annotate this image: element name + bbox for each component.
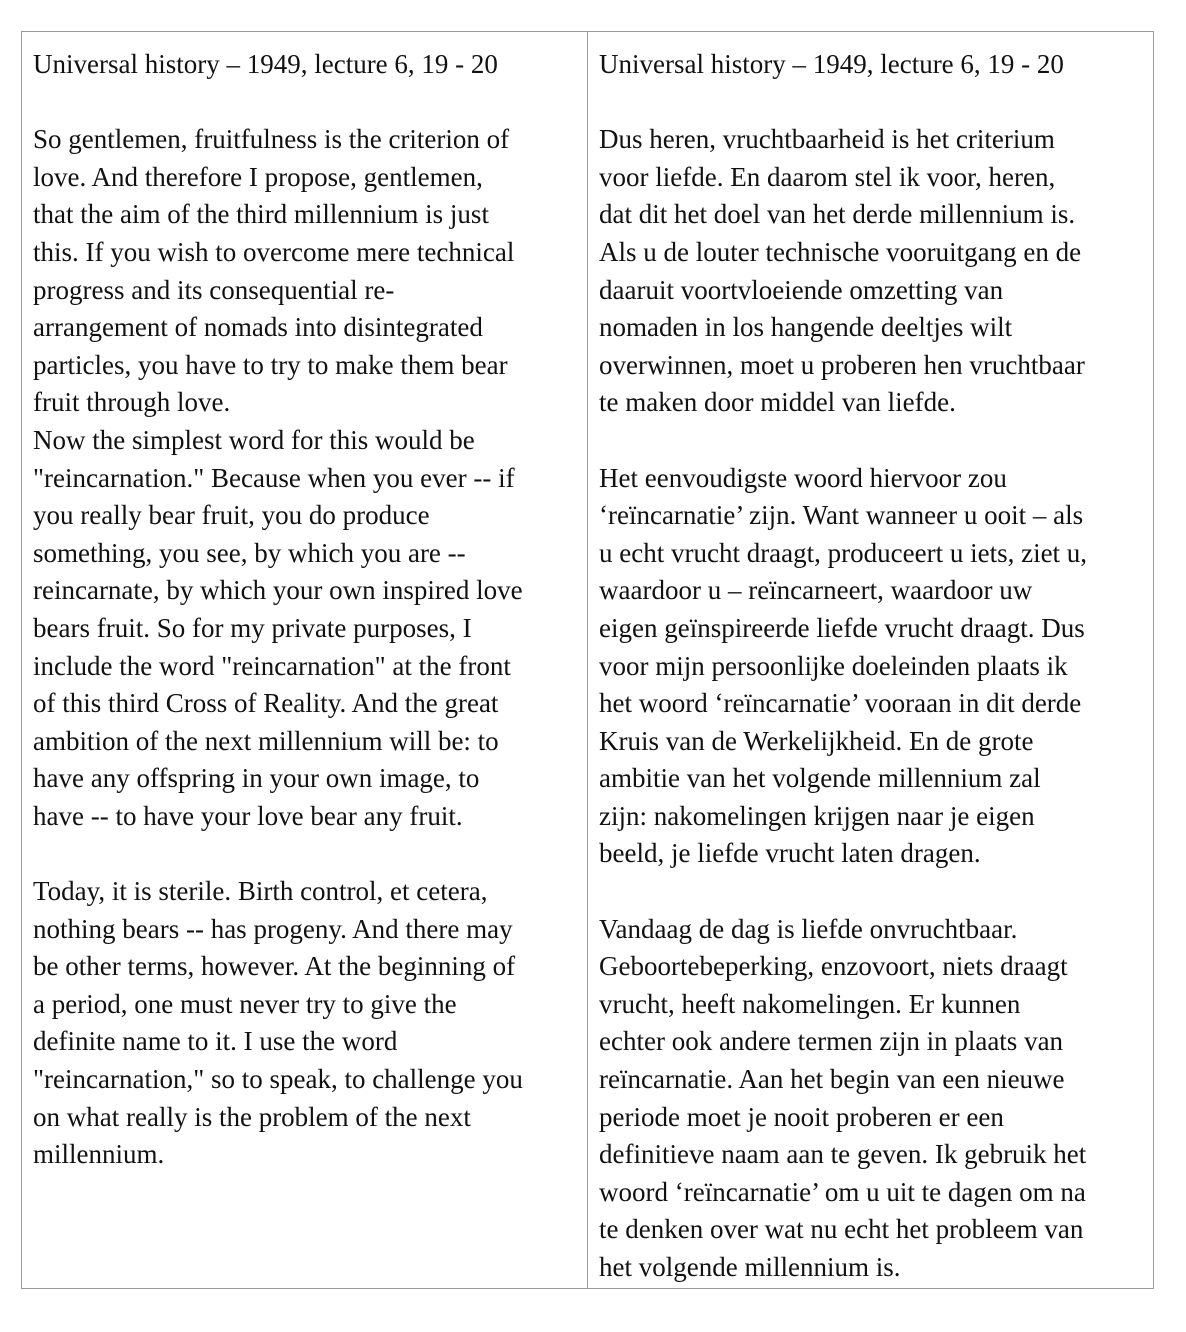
english-text-line: Today, it is sterile. Birth control, et cetera, (33, 876, 488, 907)
english-text-line: ambition of the next millennium will be: to (33, 725, 499, 756)
english-text-line: have any offspring in your own image, to (33, 763, 480, 794)
bilingual-text-table (21, 31, 1154, 1289)
dutch-heading: Universal history – 1949, lecture 6, 19 - 20 (599, 49, 1064, 79)
dutch-text-line: u echt vrucht draagt, produceert u iets, ziet u, (599, 537, 1088, 568)
english-text-line: particles, you have to try to make them bear (33, 349, 508, 380)
dutch-text-line: Geboortebeperking, enzovoort, niets draagt (599, 951, 1068, 982)
dutch-text-line: voor liefde. En daarom stel ik voor, heren, (599, 161, 1056, 192)
english-text-line: you really bear fruit, you do produce (33, 500, 430, 531)
english-text-line: Now the simplest word for this would be (33, 424, 475, 455)
english-text-line: love. And therefore I propose, gentlemen, (33, 161, 483, 192)
dutch-text-line: definitieve naam aan te geven. Ik gebruik het (599, 1139, 1087, 1170)
english-text-line: So gentlemen, fruitfulness is the criterion of (33, 124, 510, 155)
english-text-line (33, 835, 577, 873)
dutch-text-line: overwinnen, moet u proberen hen vruchtbaar (599, 349, 1085, 380)
dutch-text-line (599, 873, 1143, 911)
dutch-text-line: nomaden in los hangende deeltjes wilt (599, 312, 1013, 343)
english-text-line: something, you see, by which you are -- (33, 537, 466, 568)
english-text-line: definite name to it. I use the word (33, 1026, 398, 1057)
dutch-text-line: zijn: nakomelingen krijgen naar je eigen (599, 800, 1035, 831)
english-text-line: on what really is the problem of the next (33, 1101, 471, 1132)
dutch-text-line: waardoor u – reïncarneert, waardoor uw (599, 575, 1033, 606)
dutch-text-line: Het eenvoudigste woord hiervoor zou (599, 462, 1007, 493)
english-text-line: a period, one must never try to give the (33, 988, 457, 1019)
dutch-text-line: vrucht, heeft nakomelingen. Er kunnen (599, 988, 1021, 1019)
dutch-text-line: ‘reïncarnatie’ zijn. Want wanneer u ooit – als (599, 500, 1084, 531)
english-text-line: include the word "reincarnation" at the front (33, 650, 511, 681)
dutch-text-line (599, 84, 1143, 122)
english-body (33, 84, 577, 1174)
dutch-text-line (599, 422, 1143, 460)
english-text-line: progress and its consequential re- (33, 274, 395, 305)
english-text-line: bears fruit. So for my private purposes, I (33, 612, 472, 643)
dutch-text-line: Vandaag de dag is liefde onvruchtbaar. (599, 913, 1018, 944)
dutch-text-line: eigen geïnspireerde liefde vrucht draagt. Dus (599, 612, 1085, 643)
dutch-text-line: Dus heren, vruchtbaarheid is het criterium (599, 124, 1055, 155)
dutch-text-line: woord ‘reïncarnatie’ om u uit te dagen om na (599, 1176, 1086, 1207)
dutch-text-line: Als u de louter technische vooruitgang en de (599, 236, 1082, 267)
english-text-line: nothing bears -- has progeny. And there may (33, 913, 513, 944)
dutch-text-line: voor mijn persoonlijke doeleinden plaats ik (599, 650, 1068, 681)
english-text-line: of this third Cross of Reality. And the great (33, 688, 499, 719)
dutch-text-line: ambitie van het volgende millennium zal (599, 763, 1041, 794)
dutch-text-line: beeld, je liefde vrucht laten dragen. (599, 838, 981, 869)
english-text-line: be other terms, however. At the beginning of (33, 951, 516, 982)
dutch-text-line: reïncarnatie. Aan het begin van een nieuwe (599, 1064, 1065, 1095)
english-column (22, 32, 588, 1288)
english-text-line: this. If you wish to overcome mere technical (33, 236, 515, 267)
dutch-body (599, 84, 1143, 1287)
dutch-text-line: het volgende millennium is. (599, 1252, 901, 1282)
english-text-line: that the aim of the third millennium is just (33, 199, 489, 230)
dutch-text-line: te maken door middel van liefde. (599, 387, 956, 418)
dutch-text-line: periode moet je nooit proberen er een (599, 1101, 1004, 1132)
english-text-line: have -- to have your love bear any fruit. (33, 800, 463, 831)
dutch-text-line: te denken over wat nu echt het probleem van (599, 1214, 1084, 1245)
english-text-line: millennium. (33, 1139, 165, 1170)
english-heading: Universal history – 1949, lecture 6, 19 - 20 (33, 49, 498, 79)
english-text-line: arrangement of nomads into disintegrated (33, 312, 483, 343)
english-text-line: reincarnate, by which your own inspired love (33, 575, 523, 606)
dutch-column (588, 32, 1153, 1288)
dutch-text-line: echter ook andere termen zijn in plaats van (599, 1026, 1064, 1057)
english-text-line (33, 84, 577, 122)
dutch-text-line: dat dit het doel van het derde millennium is. (599, 199, 1076, 230)
dutch-text-line: het woord ‘reïncarnatie’ vooraan in dit derde (599, 688, 1082, 719)
english-text-line: fruit through love. (33, 387, 231, 418)
dutch-text-line: Kruis van de Werkelijkheid. En de grote (599, 725, 1034, 756)
dutch-text-line: daaruit voortvloeiende omzetting van (599, 274, 1004, 305)
english-text-line: "reincarnation," so to speak, to challenge you (33, 1064, 523, 1095)
english-text-line: "reincarnation." Because when you ever -- if (33, 462, 515, 493)
